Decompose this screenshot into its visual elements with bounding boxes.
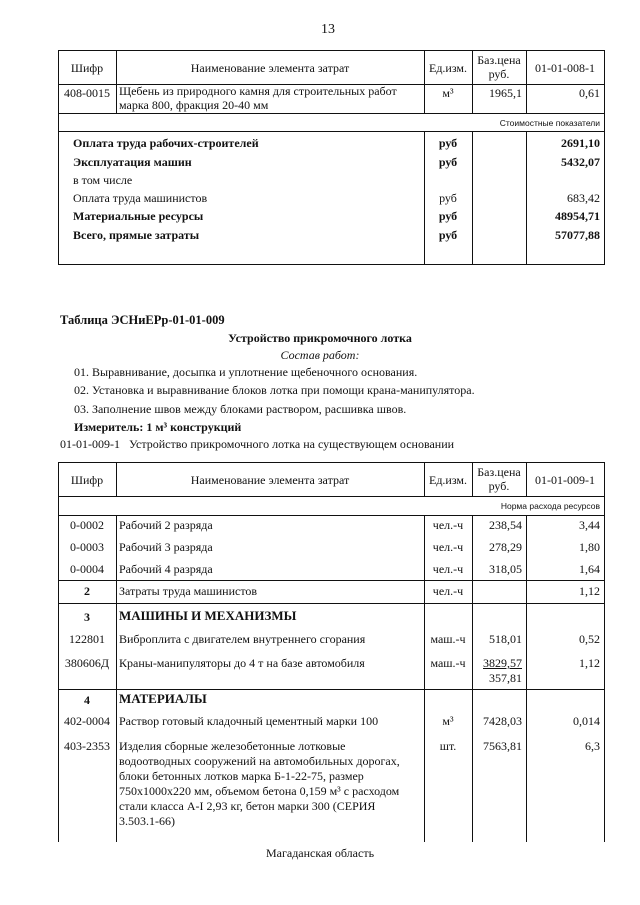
- t2-header-col: 01-01-009-1: [535, 473, 595, 487]
- t1-section-label: Стоимостные показатели: [499, 118, 600, 128]
- table-row-name: Рабочий 2 разряда: [119, 518, 213, 532]
- t1-summary-name: в том числе: [73, 173, 133, 187]
- subcode-line: 01-01-009-1 Устройство прикромочного лотка на существующем основании: [60, 437, 455, 451]
- t1-header-code: Шифр: [70, 61, 104, 75]
- t2-header-code: Шифр: [70, 473, 104, 487]
- table-row-name-line: блоки бетонных лотков марка Б-1-22-75, размер: [119, 769, 364, 783]
- table-row-value: 0,52: [579, 632, 600, 646]
- t1-summary-name: Материальные ресурсы: [73, 209, 204, 223]
- t2-norm-label: Норма расхода ресурсов: [500, 501, 600, 511]
- t1-summary-unit: руб: [439, 191, 457, 205]
- t1-summary-unit: руб: [438, 209, 458, 223]
- table-row-name-line: водоотводных сооружений на автомобильных дорогах,: [119, 754, 400, 768]
- table-row-code: 380606Д: [64, 656, 110, 670]
- table-row-value: 6,3: [585, 739, 600, 753]
- footer-region: Магаданская область: [265, 846, 375, 860]
- table-row-name: Затраты труда машинистов: [119, 584, 258, 598]
- table-row-price: 518,01: [489, 632, 522, 646]
- t1-row-unit: м³: [442, 86, 454, 100]
- t1-header-price: Баз.цена руб.: [477, 53, 521, 81]
- table-row-price: 3829,57: [483, 656, 522, 670]
- work-item-2: 02. Установка и выравнивание блоков лотка при помощи крана-манипулятора.: [74, 383, 475, 397]
- table-2-title: Таблица ЭСНиЕРр-01-01-009: [60, 313, 225, 327]
- table-row-value: 1,12: [579, 656, 600, 670]
- t1-row-price: 1965,1: [489, 86, 522, 100]
- t1-row-code: 408-0015: [64, 86, 110, 100]
- table-row-name: Рабочий 4 разряда: [119, 562, 213, 576]
- t1-summary-value: 48954,71: [555, 209, 600, 223]
- t1-summary-name: Оплата труда машинистов: [73, 191, 208, 205]
- table-row-code: 2: [84, 584, 90, 598]
- t1-summary-unit: руб: [438, 136, 458, 150]
- t1-row-name-1: Щебень из природного камня для строительных работ: [119, 84, 397, 98]
- table-row-unit: маш.-ч: [430, 632, 466, 646]
- t1-summary-value: 57077,88: [555, 228, 600, 242]
- table-row-price: 318,05: [489, 562, 522, 576]
- table-row-value: 1,80: [579, 540, 600, 554]
- table-row-code: 0-0004: [70, 562, 104, 576]
- table-row-value: 1,12: [579, 584, 600, 598]
- page-number: 13: [321, 22, 335, 37]
- t1-header-unit: Ед.изм.: [428, 61, 468, 75]
- work-item-3: 03. Заполнение швов между блоками раствором, расшивка швов.: [74, 402, 407, 416]
- t2-header-unit: Ед.изм.: [428, 473, 468, 487]
- table-row-price: 238,54: [489, 518, 522, 532]
- table-row-unit: чел.-ч: [432, 584, 464, 598]
- table-row-code: 0-0002: [70, 518, 104, 532]
- composition-title: Состав работ:: [280, 348, 360, 362]
- table-row-name-line: 3.503.1-66): [119, 814, 175, 828]
- section-heading: Устройство прикромочного лотка: [228, 331, 412, 345]
- t1-summary-value: 683,42: [567, 191, 600, 205]
- t1-summary-value: 2691,10: [561, 136, 600, 150]
- t1-summary-name: Эксплуатация машин: [73, 155, 192, 169]
- table-row-price: 7563,81: [483, 739, 522, 753]
- table-row-price: 278,29: [489, 540, 522, 554]
- table-row-unit: шт.: [439, 739, 457, 753]
- table-row-value: 3,44: [579, 518, 600, 532]
- table-row-unit: м³: [442, 714, 454, 728]
- table-row-price-alt: 357,81: [489, 671, 522, 685]
- table-row-code: 122801: [69, 632, 105, 646]
- t1-summary-value: 5432,07: [561, 155, 600, 169]
- t2-header-price: Баз.цена руб.: [477, 465, 521, 493]
- table-row-name: Раствор готовый кладочный цементный марки 100: [119, 714, 379, 728]
- t1-header-name: Наименование элемента затрат: [190, 61, 350, 75]
- table-row-unit: чел.-ч: [432, 540, 464, 554]
- table-row-code: 403-2353: [64, 739, 110, 753]
- table-row-value: 1,64: [579, 562, 600, 576]
- table-row-unit: маш.-ч: [430, 656, 466, 670]
- t1-row-name-2: марка 800, фракция 20-40 мм: [119, 98, 269, 112]
- table-row-name-line: Изделия сборные железобетонные лотковые: [119, 739, 346, 753]
- t1-summary-name: Всего, прямые затраты: [73, 228, 200, 242]
- table-row-name-line: стали класса А-I 2,93 кг, бетон марки 300 (СЕРИЯ: [119, 799, 376, 813]
- table-row-code: 0-0003: [70, 540, 104, 554]
- table-row-name-line: 750x1000x220 мм, объемом бетона 0,159 м³ с расходом: [119, 784, 400, 798]
- table-row-code: 3: [84, 610, 90, 624]
- table-row-code: 402-0004: [64, 714, 110, 728]
- table-row-unit: чел.-ч: [432, 518, 464, 532]
- table-row-name: Краны-манипуляторы до 4 т на базе автомобиля: [119, 656, 365, 670]
- table-row-name: Виброплита с двигателем внутреннего сгорания: [119, 632, 366, 646]
- table-row-name: Рабочий 3 разряда: [119, 540, 213, 554]
- table-row-code: 4: [84, 693, 90, 707]
- table-row-name: МАТЕРИАЛЫ: [119, 691, 207, 706]
- t1-summary-name: Оплата труда рабочих-строителей: [73, 136, 259, 150]
- t1-summary-unit: руб: [438, 155, 458, 169]
- table-row-unit: чел.-ч: [432, 562, 464, 576]
- meter-label: Измеритель: 1 м³ конструкций: [74, 420, 242, 434]
- t1-header-col: 01-01-008-1: [535, 61, 595, 75]
- table-row-name: МАШИНЫ И МЕХАНИЗМЫ: [119, 608, 297, 623]
- work-item-1: 01. Выравнивание, досыпка и уплотнение щебеночного основания.: [74, 365, 418, 379]
- table-row-price: 7428,03: [483, 714, 522, 728]
- table-row-value: 0,014: [573, 714, 600, 728]
- t1-row-value: 0,61: [579, 86, 600, 100]
- t2-header-name: Наименование элемента затрат: [190, 473, 350, 487]
- t1-summary-unit: руб: [438, 228, 458, 242]
